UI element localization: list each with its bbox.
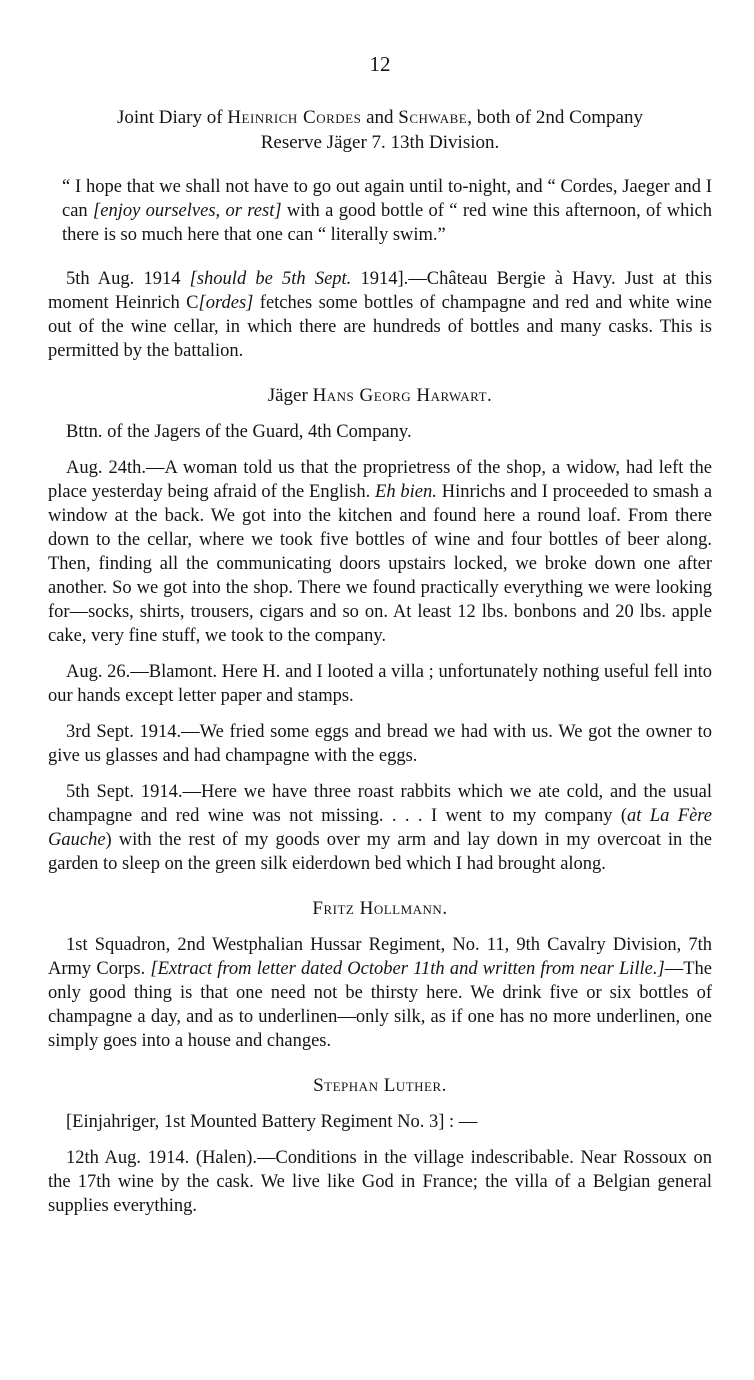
cordes-heading-and: and [366, 107, 394, 128]
cordes-quote [48, 175, 712, 247]
hollmann-entry-part2: —The only good thing is that one need not be thirsty here. We drink five or six bottles of champagne a day, and as to underlinen—only silk, as if one has no more underlinen, one simply goes into a house and changes. [48, 959, 712, 1051]
cordes-heading-line2: Reserve Jäger 7. 13th Division. [260, 132, 500, 153]
cordes-heading-name2: Schwabe [398, 107, 468, 128]
cordes-entry [48, 267, 712, 363]
cordes-entry-after-italic: 1914].—Château Bergie à Havy. Just at this moment Heinrich C [48, 269, 713, 313]
cordes-heading-prefix: Joint Diary of [117, 107, 223, 128]
page-number: 12 [369, 52, 391, 76]
harwart-heading-name: Hans Georg Harwart. [312, 385, 493, 406]
harwart-heading [48, 383, 712, 408]
cordes-heading-name1: Heinrich Cordes [227, 107, 362, 128]
hollmann-entry-italic: [Extract from letter dated October 11th and written from near Lille.] [150, 959, 665, 979]
harwart-entry-sept5-part2: ) with the rest of my goods over my arm and lay down in my overcoat in the garden to sleep on the green silk eiderdown bed which I had brought along. [48, 830, 712, 874]
luther-unit: [Einjahriger, 1st Mounted Battery Regiment No. 3] : — [66, 1112, 478, 1132]
harwart-entry-sept5-italic: at La Fère Gauche [48, 806, 712, 850]
hollmann-entry [48, 933, 712, 1053]
harwart-entry-sept5 [48, 780, 712, 876]
cordes-quote-italic: [enjoy ourselves, or rest] [93, 201, 282, 221]
cordes-entry-rest: fetches some bottles of champagne and red and white wine out of the wine cellar, in which there are hundreds of bottles and many casks. This is permitted by the battalion. [48, 293, 713, 361]
harwart-entry-aug24-part2: Hinrichs and I proceeded to smash a window at the back. We got into the kitchen and found here a round loaf. From there down to the cellar, where we took five bottles of wine and four bottles of beer along. Then, finding all the communicating doors upstairs locked, we broke down one after another. So we got into the shop. There we found practically everything we were looking for—socks, shirts, trousers, cigars and so on. At least 12 lbs. bonbons and 20 lbs. apple cake, very fine stuff, we took to the company. [48, 482, 713, 646]
luther-entry: 12th Aug. 1914. (Halen).—Conditions in the village indescribable. Near Rossoux on the 17th wine by the cask. We live like God in France; the villa of a Belgian general supplies everything. [48, 1148, 712, 1216]
cordes-heading [48, 105, 712, 130]
luther-heading: Stephan Luther. [313, 1075, 447, 1096]
harwart-entry-aug24-italic: Eh bien. [375, 482, 437, 502]
cordes-entry-date: 5th Aug. 1914 [66, 269, 181, 289]
harwart-entry-aug24-part1: Aug. 24th.—A woman told us that the proprietress of the shop, a widow, had left the place yesterday being afraid of the English. [48, 458, 712, 502]
cordes-entry-italic: [should be 5th Sept. [189, 269, 352, 289]
harwart-entry-aug26: Aug. 26.—Blamont. Here H. and I looted a villa ; unfortunately nothing useful fell into our hands except letter paper and stamps. [48, 662, 712, 706]
cordes-entry-italic2: [ordes] [198, 293, 254, 313]
cordes-heading-suffix: , both of 2nd Company [467, 107, 643, 128]
cordes-quote-text: “ I hope that we shall not have to go out again until to-night, and “ Cordes, Jaeger and I can [62, 177, 712, 221]
harwart-entry-sept5-part1: 5th Sept. 1914.—Here we have three roast rabbits which we ate cold, and the usual champagne and red wine was not missing. . . . I went to my company ( [48, 782, 712, 826]
harwart-heading-prefix: Jäger [267, 385, 308, 406]
hollmann-heading: Fritz Hollmann. [312, 898, 448, 919]
harwart-entry-aug24 [48, 456, 712, 648]
cordes-quote-end: with a good bottle of “ red wine this afternoon, of which there is so much here that one can “ literally swim.” [62, 201, 713, 245]
hollmann-entry-part1: 1st Squadron, 2nd Westphalian Hussar Regiment, No. 11, 9th Cavalry Division, 7th Army Corps. [48, 935, 712, 979]
harwart-entry-sept3: 3rd Sept. 1914.—We fried some eggs and bread we had with us. We got the owner to give us glasses and had champagne with the eggs. [48, 722, 712, 766]
harwart-unit: Bttn. of the Jagers of the Guard, 4th Company. [66, 422, 412, 442]
